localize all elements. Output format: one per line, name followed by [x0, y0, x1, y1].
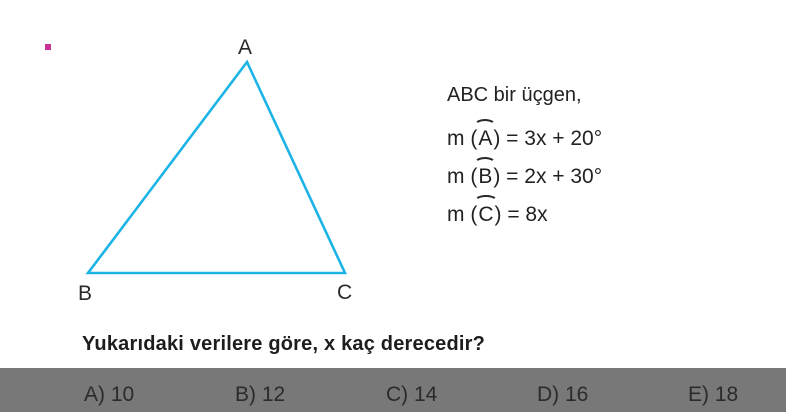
angle-letter-with-arc: A	[478, 127, 493, 150]
equation-angle-a	[447, 127, 602, 151]
equation-prefix: m (	[447, 203, 478, 226]
answer-option-e[interactable]: E) 18	[688, 383, 739, 406]
equation-suffix: ) = 3x + 20°	[493, 127, 603, 150]
equation-suffix: ) = 2x + 30°	[493, 165, 603, 188]
equation-angle-c	[447, 203, 548, 227]
answer-option-b[interactable]: B) 12	[235, 383, 286, 406]
equation-prefix: m (	[447, 165, 478, 188]
vertex-label-c: C	[337, 281, 353, 304]
answer-option-c[interactable]: C) 14	[386, 383, 438, 406]
equation-angle-b	[447, 165, 602, 189]
angle-letter-with-arc: B	[478, 165, 493, 188]
triangle-figure	[0, 0, 400, 320]
vertex-label-a: A	[238, 36, 253, 59]
answer-option-a[interactable]: A) 10	[84, 383, 135, 406]
question-text: Yukarıdaki verilere göre, x kaç derecedir?	[82, 333, 486, 355]
angle-letter-with-arc: C	[478, 203, 494, 226]
triangle-shape	[88, 62, 345, 273]
equation-suffix: ) = 8x	[494, 203, 548, 226]
answer-options-bar	[0, 368, 786, 412]
answer-option-d[interactable]: D) 16	[537, 383, 589, 406]
equation-prefix: m (	[447, 127, 478, 150]
vertex-label-b: B	[78, 282, 93, 305]
given-statement: ABC bir üçgen,	[447, 84, 582, 106]
